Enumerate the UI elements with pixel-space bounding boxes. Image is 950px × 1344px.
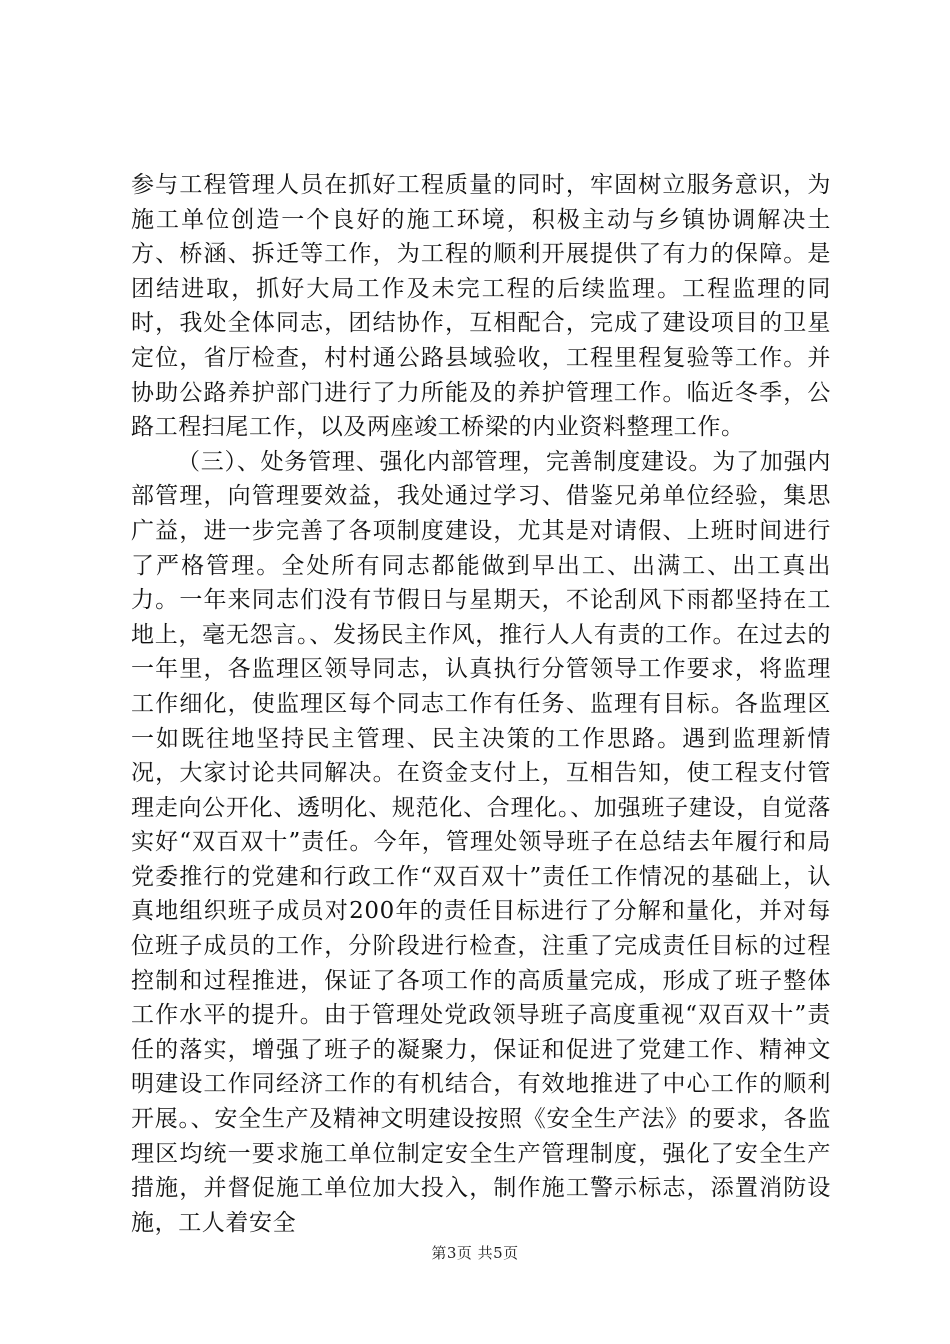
paragraph-continuation: 参与工程管理人员在抓好工程质量的同时，牢固树立服务意识，为施工单位创造一个良好的施工环境，积极主动与乡镇协调解决土方、桥涵、拆迁等工作，为工程的顺利开展提供了有力的保障。是团结进取，抓好大局工作及未完工程的后续监理。工程监理的同时，我处全体同志，团结协作，互相配合，完成了建设项目的卫星定位，省厅检查，村村通公路县域验收，工程里程复验等工作。并协助公路养护部门进行了力所能及的养护管理工作。临近冬季，公路工程扫尾工作，以及两座竣工桥梁的内业资料整理工作。 xyxy=(131,172,831,441)
page-footer: 第3页 共5页 xyxy=(431,1244,519,1262)
paragraph-section-three: （三）、处务管理、强化内部管理，完善制度建设。为了加强内部管理，向管理要效益，我处通过学习、借鉴兄弟单位经验，集思广益，进一步完善了各项制度建设，尤其是对请假、上班时间进行了严格管理。全处所有同志都能做到早出工、出满工、出工真出力。一年来同志们没有节假日与星期天，不论刮风下雨都坚持在工地上，毫无怨言。、发扬民主作风，推行人人有责的工作。在过去的一年里，各监理区领导同志，认真执行分管领导工作要求，将监理工作细化，使监理区每个同志工作有任务、监理有目标。各监理区一如既往地坚持民主管理、民主决策的工作思路。遇到监理新情况，大家讨论共同解决。在资金支付上，互相告知，使工程支付管理走向公开化、透明化、规范化、合理化。、加强班子建设，自觉落实好“双百双十”责任。今年，管理处领导班子在总结去年履行和局党委推行的党建和行政工作“双百双十”责任工作情况的基础上，认真地组织班子成员对200年的责任目标进行了分解和量化，并对每位班子成员的工作，分阶段进行检查，注重了完成责任目标的过程控制和过程推进，保证了各项工作的高质量完成，形成了班子整体工作水平的提升。由于管理处党政领导班子高度重视“双百双十”责任的落实，增强了班子的凝聚力，保证和促进了党建工作、精神文明建设工作同经济工作的有机结合，有效地推进了中心工作的顺利开展。、安全生产及精神文明建设按照《安全生产法》的要求，各监理区均统一要求施工单位制定安全生产管理制度，强化了安全生产措施，并督促施工单位加大投入，制作施工警示标志，添置消防设施，工人着安全 xyxy=(131,448,831,1236)
document-body xyxy=(131,168,831,1240)
